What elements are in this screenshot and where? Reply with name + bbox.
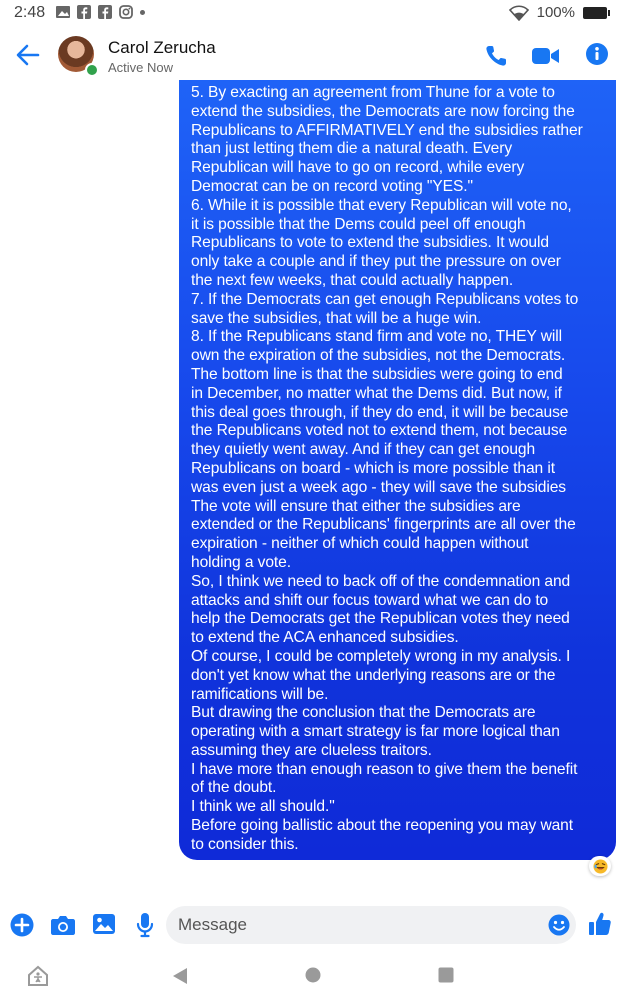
back-arrow-icon[interactable] bbox=[16, 44, 40, 66]
gallery-icon[interactable] bbox=[92, 913, 116, 935]
laughing-emoji-icon bbox=[593, 859, 608, 874]
reaction-badge[interactable] bbox=[589, 856, 611, 876]
plus-icon[interactable] bbox=[10, 913, 34, 937]
home-nav-icon[interactable] bbox=[305, 967, 321, 983]
microphone-icon[interactable] bbox=[136, 912, 154, 938]
android-nav-bar bbox=[0, 955, 625, 1000]
dot-icon bbox=[140, 10, 145, 15]
status-time: 2:48 bbox=[14, 4, 46, 21]
active-status: Active Now bbox=[108, 60, 174, 75]
message-input[interactable] bbox=[166, 906, 576, 944]
facebook-icon bbox=[77, 5, 91, 19]
battery-percent: 100% bbox=[536, 4, 575, 21]
emoji-icon[interactable] bbox=[548, 914, 570, 936]
chat-header bbox=[0, 28, 625, 84]
back-nav-icon[interactable] bbox=[172, 967, 188, 985]
instagram-icon bbox=[119, 5, 133, 19]
photo-icon bbox=[56, 5, 70, 19]
message-bubble[interactable] bbox=[179, 80, 616, 860]
info-icon[interactable] bbox=[585, 42, 609, 66]
notification-icons bbox=[56, 5, 145, 19]
battery-icon bbox=[583, 7, 607, 19]
contact-name[interactable]: Carol Zerucha bbox=[108, 38, 216, 57]
wifi-icon bbox=[509, 5, 529, 21]
facebook-icon bbox=[98, 5, 112, 19]
online-indicator bbox=[85, 63, 99, 77]
message-text: 5. By exacting an agreement from Thune for a vote to extend the subsidies, the Democrats are now forcing the Republicans to AFFIRMATIVELY end the subsidies rather than just letting them die a natural death. Every Republican will have to go on record, while every Democrat can be on record voting "YES." 6. While it is possible that every Republican will vote no, it is possible that the Dems could peel off enough Republicans to vote to extend the subsidies. It would only take a couple and if they put the pressure on over the next few weeks, that could actually happen. 7. If the Democrats can get enough Republicans votes to save the subsidies, that will be a huge win. 8. If the Republicans stand firm and vote no, THEY will own the expiration of the subsidies, not the Democrats. The bottom line is that the subsidies were going to end in December, no matter what the Dems did. But now, if this deal goes through, if they do end, it will be because the Republicans voted not to extend them, not because they quietly went away. And if they can get enough Republicans on board - which is more possible than it was even just a week ago - they will save the subsidies The vote will ensure that either the subsidies are extended or the Republicans' fingerprints are all over the expiration - neither of which could happen without holding a vote. So, I think we need to back off of the condemnation and attacks and shift our focus toward what we can do to help the Democrats get the Republican votes they need to extend the ACA enhanced subsidies. Of course, I could be completely wrong in my analysis. I don't yet know what the underlying reasons are or the ramifications will be. But drawing the conclusion that the Democrats are operating with a smart strategy is far more logical than assuming they are clueless traitors. I have more than enough reason to give them the benefit of the doubt. I think we all should." Before going ballistic about the reopening you may want to consider this. bbox=[191, 84, 583, 853]
thumbs-up-icon[interactable] bbox=[588, 911, 612, 937]
camera-icon[interactable] bbox=[50, 914, 76, 936]
recents-nav-icon[interactable] bbox=[438, 967, 454, 983]
composer bbox=[0, 905, 625, 947]
status-right bbox=[509, 4, 607, 21]
accessibility-home-icon[interactable] bbox=[27, 965, 49, 987]
phone-icon[interactable] bbox=[484, 44, 508, 68]
video-call-icon[interactable] bbox=[532, 46, 560, 66]
status-bar bbox=[0, 0, 625, 26]
